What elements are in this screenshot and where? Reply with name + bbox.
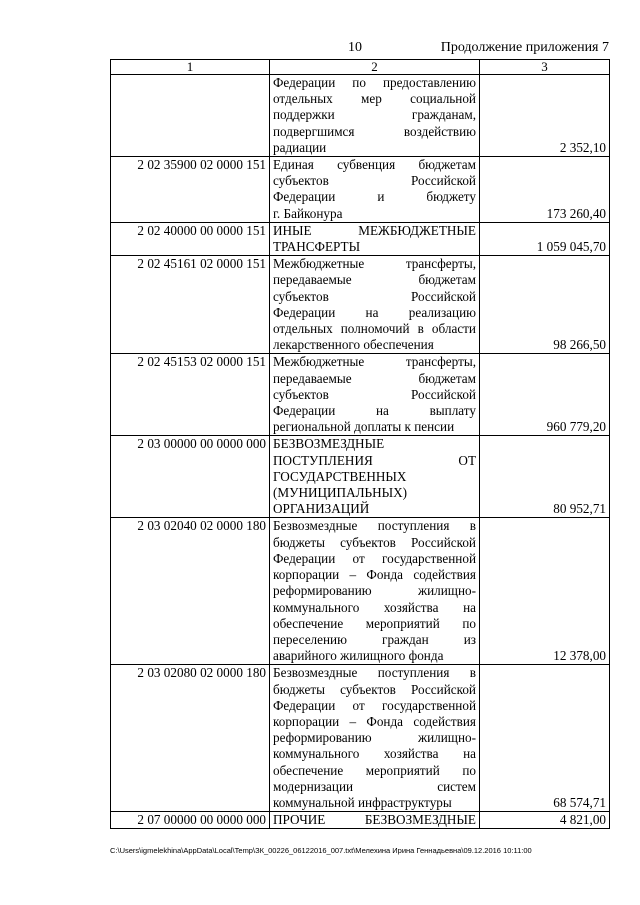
description-line: Федерации на выплату (273, 403, 476, 419)
description-cell (270, 157, 480, 223)
table-row (111, 518, 610, 665)
page-number: 10 (348, 40, 362, 55)
amount-cell: 960 779,20 (480, 354, 610, 436)
description-line: (МУНИЦИПАЛЬНЫХ) (273, 485, 408, 501)
table-row (111, 157, 610, 223)
amount-cell: 12 378,00 (480, 518, 610, 665)
amount-cell: 80 952,71 (480, 436, 610, 518)
description-cell (270, 75, 480, 157)
description-cell (270, 222, 480, 255)
budget-code-cell: 2 02 40000 00 0000 151 (111, 222, 270, 255)
description-line: субъектов Российской (273, 386, 476, 402)
description-line: передаваемые бюджетам (273, 370, 476, 386)
budget-code-cell: 2 03 02080 02 0000 180 (111, 665, 270, 812)
column-header: 2 (270, 60, 480, 75)
description-line: обеспечение мероприятий по (273, 762, 476, 778)
description-line: переселению граждан из (273, 631, 476, 647)
amount-cell: 1 059 045,70 (480, 222, 610, 255)
amount-cell: 98 266,50 (480, 256, 610, 354)
description-line: Федерации и бюджету (273, 189, 476, 205)
description-line: аварийного жилищного фонда (273, 648, 444, 664)
description-line: региональной доплаты к пенсии (273, 419, 455, 435)
amount-cell: 68 574,71 (480, 665, 610, 812)
table-row (111, 354, 610, 436)
amount-cell: 4 821,00 (480, 812, 610, 829)
table-row (111, 222, 610, 255)
table-row (111, 256, 610, 354)
column-header: 1 (111, 60, 270, 75)
description-line: ТРАНСФЕРТЫ (273, 239, 361, 255)
description-line: ГОСУДАРСТВЕННЫХ (273, 468, 407, 484)
column-header: 3 (480, 60, 610, 75)
description-line: Межбюджетные трансферты, (273, 354, 476, 370)
description-line: поддержки гражданам, (273, 107, 476, 123)
description-line: Федерации от государственной (273, 550, 476, 566)
description-line: г. Байконура (273, 205, 343, 221)
table-row (111, 665, 610, 812)
description-cell (270, 436, 480, 518)
description-line: передаваемые бюджетам (273, 272, 476, 288)
description-line: бюджеты субъектов Российской (273, 534, 476, 550)
budget-code-cell: 2 07 00000 00 0000 000 (111, 812, 270, 829)
description-line: Единая субвенция бюджетам (273, 157, 476, 173)
continuation-label: Продолжение приложения 7 (440, 40, 609, 55)
budget-code-cell: 2 02 35900 02 0000 151 (111, 157, 270, 223)
description-line: отдельных полномочий в области (273, 321, 476, 337)
budget-code-cell: 2 03 00000 00 0000 000 (111, 436, 270, 518)
description-line: Федерации по предоставлению (273, 75, 476, 90)
description-cell (270, 812, 480, 829)
amount-cell: 173 260,40 (480, 157, 610, 223)
description-line: радиации (273, 139, 327, 155)
table-row (111, 75, 610, 157)
table-row (111, 436, 610, 518)
amount-cell: 2 352,10 (480, 75, 610, 157)
description-line: модернизации систем (273, 778, 476, 794)
description-line: реформированию жилищно- (273, 730, 476, 746)
description-cell (270, 354, 480, 436)
description-line: реформированию жилищно- (273, 583, 476, 599)
description-line: коммунального хозяйства на (273, 599, 476, 615)
budget-code-cell (111, 75, 270, 157)
description-line: коммунального хозяйства на (273, 746, 476, 762)
budget-code-cell: 2 03 02040 02 0000 180 (111, 518, 270, 665)
description-line: Федерации на реализацию (273, 304, 476, 320)
description-line: Безвозмездные поступления в (273, 665, 476, 681)
description-line: субъектов Российской (273, 288, 476, 304)
description-line: ОРГАНИЗАЦИЙ (273, 501, 370, 517)
file-path-footer: C:\Users\igmelekhina\AppData\Local\Temp\ЗК_00226_06122016_007.txt\Мелехина Ирина Геннадьевна\09.12.2016 10:11:00 (110, 846, 532, 855)
description-cell (270, 518, 480, 665)
revenue-table (110, 59, 610, 829)
table-row (111, 812, 610, 829)
description-line: отдельных мер социальной (273, 91, 476, 107)
description-line: ИНЫЕ МЕЖБЮДЖЕТНЫЕ (273, 222, 476, 238)
budget-code-cell: 2 02 45161 02 0000 151 (111, 256, 270, 354)
description-line: корпорации – Фонда содействия (273, 713, 476, 729)
description-line: Безвозмездные поступления в (273, 518, 476, 534)
description-line: ПОСТУПЛЕНИЯ ОТ (273, 452, 476, 468)
description-line: подвергшимся воздействию (273, 123, 476, 139)
budget-code-cell: 2 02 45153 02 0000 151 (111, 354, 270, 436)
description-line: Межбюджетные трансферты, (273, 256, 476, 272)
description-line: коммунальной инфраструктуры (273, 794, 452, 810)
description-line: обеспечение мероприятий по (273, 615, 476, 631)
description-line: бюджеты субъектов Российской (273, 681, 476, 697)
description-cell (270, 256, 480, 354)
description-line: корпорации – Фонда содействия (273, 567, 476, 583)
description-line: субъектов Российской (273, 173, 476, 189)
table-header-row (111, 60, 610, 75)
description-line: ПРОЧИЕ БЕЗВОЗМЕЗДНЫЕ (273, 812, 476, 828)
description-line: Федерации от государственной (273, 697, 476, 713)
description-line: лекарственного обеспечения (273, 337, 434, 353)
description-cell (270, 665, 480, 812)
description-line: БЕЗВОЗМЕЗДНЫЕ (273, 436, 385, 452)
